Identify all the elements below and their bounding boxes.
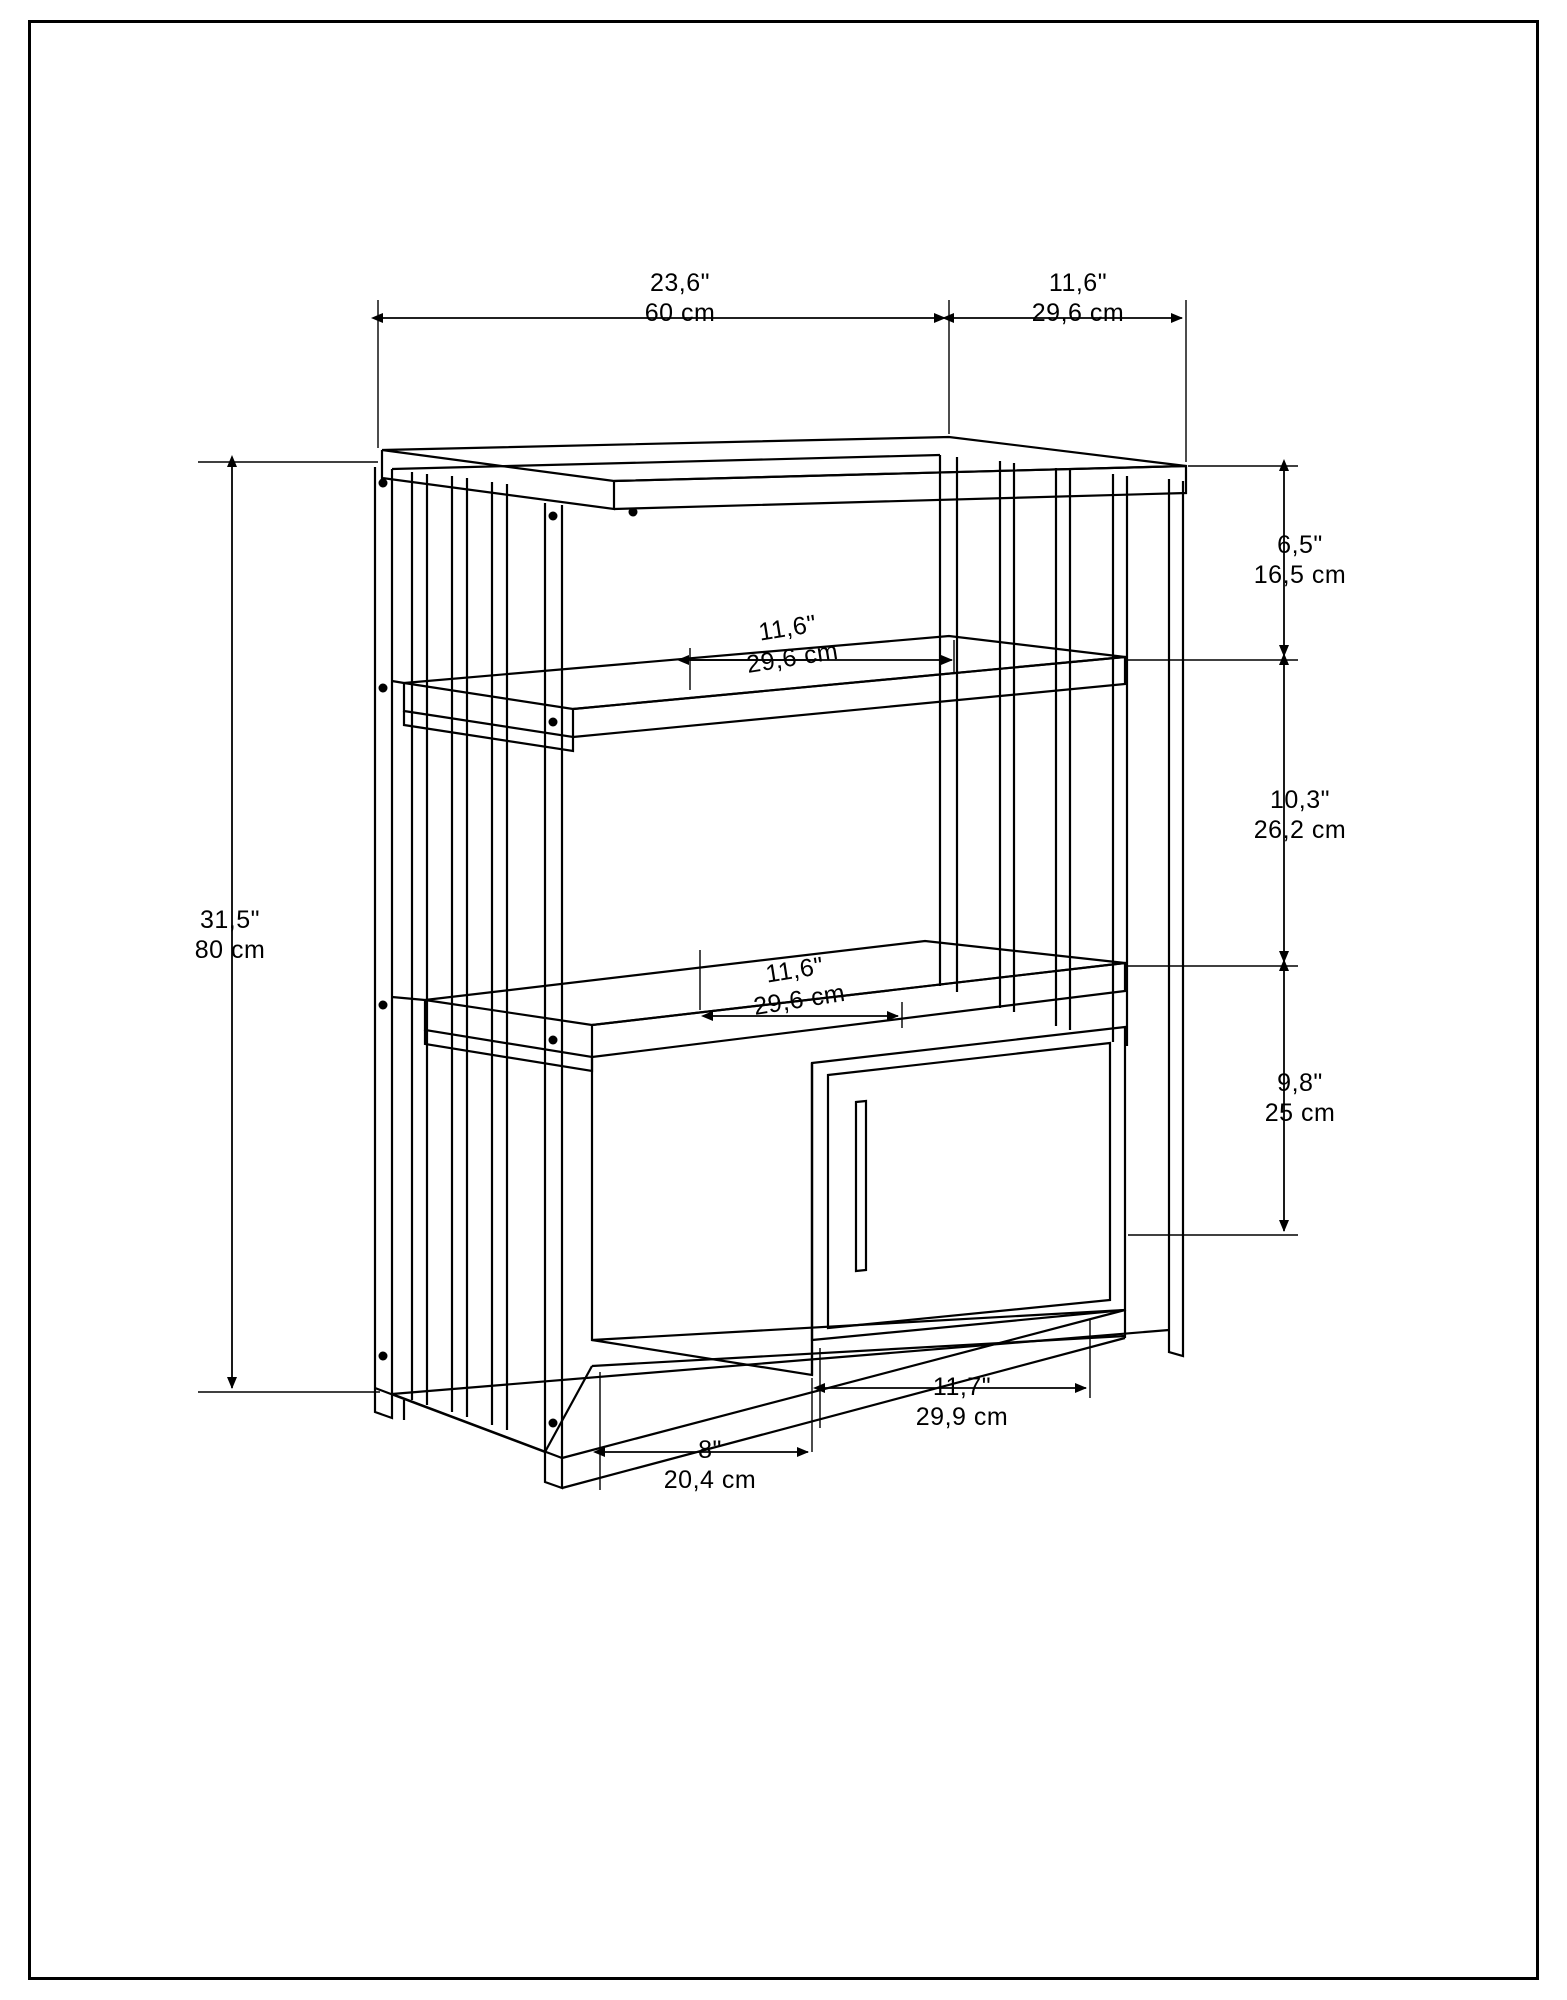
back-edges [392,455,1169,1394]
dim-imperial: 11,6" [1048,269,1108,297]
dim-metric: 25 cm [1264,1099,1336,1127]
right-side-slat-frame [940,455,1183,1336]
dim-metric: 20,4 cm [663,1466,757,1494]
dimension-label-top-width-front [600,268,760,328]
dimension-label-open-bay-width [620,1435,800,1495]
dimension-label-middle-shelf-gap [1210,785,1390,845]
dimension-label-overall-height [150,905,310,965]
dim-imperial: 8" [698,1436,722,1464]
dim-imperial: 11,7" [932,1373,992,1401]
dim-imperial: 11,6" [763,951,826,989]
dim-imperial: 11,6" [756,609,819,647]
dimension-label-cabinet-height [1210,1068,1390,1128]
cabinet-box [592,1027,1125,1375]
top-panel [382,437,1186,509]
dim-metric: 29,6 cm [751,978,848,1021]
dim-imperial: 23,6" [649,269,711,297]
dim-metric: 26,2 cm [1253,816,1347,844]
dim-imperial: 6,5" [1277,531,1323,559]
dim-metric: 29,6 cm [744,636,841,679]
dim-metric: 80 cm [194,936,266,964]
dim-metric: 29,6 cm [1031,299,1125,327]
dim-imperial: 9,8" [1277,1069,1323,1097]
left-side-slat-frame [375,467,562,1488]
dimension-label-upper-shelf-gap [1210,530,1390,590]
dim-imperial: 10,3" [1269,786,1331,814]
dimension-label-top-depth [988,268,1168,328]
dimension-label-door-width [862,1372,1062,1432]
dim-imperial: 31,5" [199,906,261,934]
dim-metric: 16,5 cm [1253,561,1347,589]
dim-metric: 29,9 cm [915,1403,1009,1431]
dim-metric: 60 cm [644,299,716,327]
